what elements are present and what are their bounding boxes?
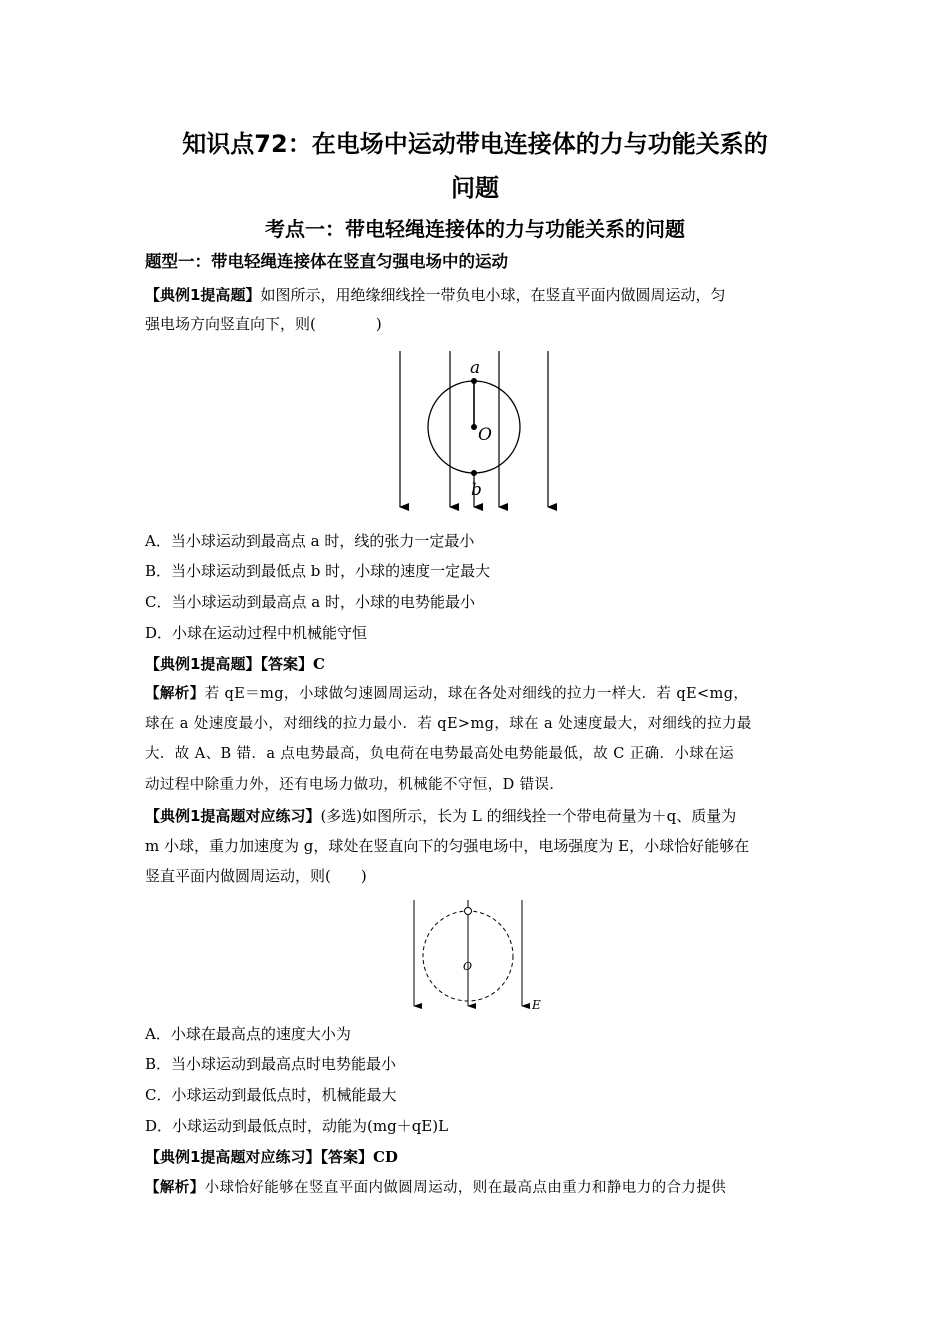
example1-question-line1 [145, 285, 725, 305]
label-e: E [532, 998, 541, 1012]
example2-tag: 【典例1提高题对应练习】 [145, 807, 321, 825]
example1-figure [380, 345, 570, 515]
example2-question-text1: (多选)如图所示，长为 L 的细线拴一个带电荷量为＋q、质量为 [320, 807, 737, 825]
example2-figure [405, 898, 555, 1016]
example2-option-c: C．小球运动到最低点时，机械能最大 [145, 1086, 397, 1104]
example1-question-line2: 强电场方向竖直向下，则( ) [145, 315, 382, 333]
example1-answer [145, 654, 325, 674]
example2-answer-value: CD [372, 1148, 398, 1166]
page-title-line-2: 问题 [451, 174, 499, 202]
point-a [471, 378, 477, 384]
label-b: b [471, 480, 482, 500]
example2-explanation-text1: 小球恰好能够在竖直平面内做圆周运动，则在最高点由重力和静电力的合力提供 [204, 1180, 727, 1196]
label-o: O [478, 425, 492, 445]
example1-explanation-line2: 球在 a 处速度最小，对细线的拉力最小．若 qE>mg，球在 a 处速度最大，对细线的拉力最 [145, 716, 752, 732]
example1-option-a: A．当小球运动到最高点 a 时，线的张力一定最小 [145, 532, 475, 550]
example2-question-line2: m 小球，重力加速度为 g，球处在竖直向下的匀强电场中，电场强度为 E，小球恰好能够在 [145, 837, 750, 855]
example1-explanation-line3: 大．故 A、B 错．a 点电势最高，负电荷在电势最高处电势能最低，故 C 正确．小球在运 [145, 746, 735, 762]
example2-explanation-tag: 【解析】 [145, 1180, 205, 1196]
center-o [471, 424, 477, 430]
question-type-heading: 题型一：带电轻绳连接体在竖直匀强电场中的运动 [145, 252, 508, 271]
page-title-line-1: 知识点72：在电场中运动带电连接体的力与功能关系的 [182, 130, 768, 158]
example1-option-b: B．当小球运动到最低点 b 时，小球的速度一定最大 [145, 562, 491, 580]
ball [465, 908, 472, 915]
example1-explanation-line4: 动过程中除重力外，还有电场力做功，机械能不守恒，D 错误． [145, 777, 565, 793]
example2-explanation-line1 [145, 1178, 726, 1198]
example1-answer-tag: 【典例1提高题】【答案】 [145, 655, 313, 673]
example1-explanation-text1: 若 qE＝mg，小球做匀速圆周运动，球在各处对细线的拉力一样大．若 qE<mg， [204, 686, 749, 702]
example1-tag: 【典例1提高题】 [145, 286, 261, 304]
example1-question-text1: 如图所示，用绝缘细线拴一带负电小球，在竖直平面内做圆周运动，匀 [260, 286, 726, 304]
example2-option-a: A．小球在最高点的速度大小为 [145, 1025, 351, 1043]
example1-option-c: C．当小球运动到最高点 a 时，小球的电势能最小 [145, 593, 475, 611]
example1-explanation-tag: 【解析】 [145, 686, 205, 702]
example2-option-b: B．当小球运动到最高点时电势能最小 [145, 1055, 397, 1073]
label-a: a [470, 358, 481, 378]
example2-option-d: D．小球运动到最低点时，动能为(mg＋qE)L [145, 1117, 449, 1135]
point-b [471, 470, 477, 476]
example1-answer-value: C [312, 655, 325, 673]
example1-option-d: D．小球在运动过程中机械能守恒 [145, 624, 368, 642]
example2-answer-tag: 【典例1提高题对应练习】【答案】 [145, 1148, 373, 1166]
example2-question-line3: 竖直平面内做圆周运动，则( ) [145, 867, 367, 885]
example2-answer [145, 1147, 398, 1167]
section-heading: 考点一：带电轻绳连接体的力与功能关系的问题 [265, 217, 685, 241]
example2-question-line1 [145, 806, 736, 826]
label-o: O [463, 960, 473, 973]
example1-explanation-line1 [145, 684, 748, 704]
